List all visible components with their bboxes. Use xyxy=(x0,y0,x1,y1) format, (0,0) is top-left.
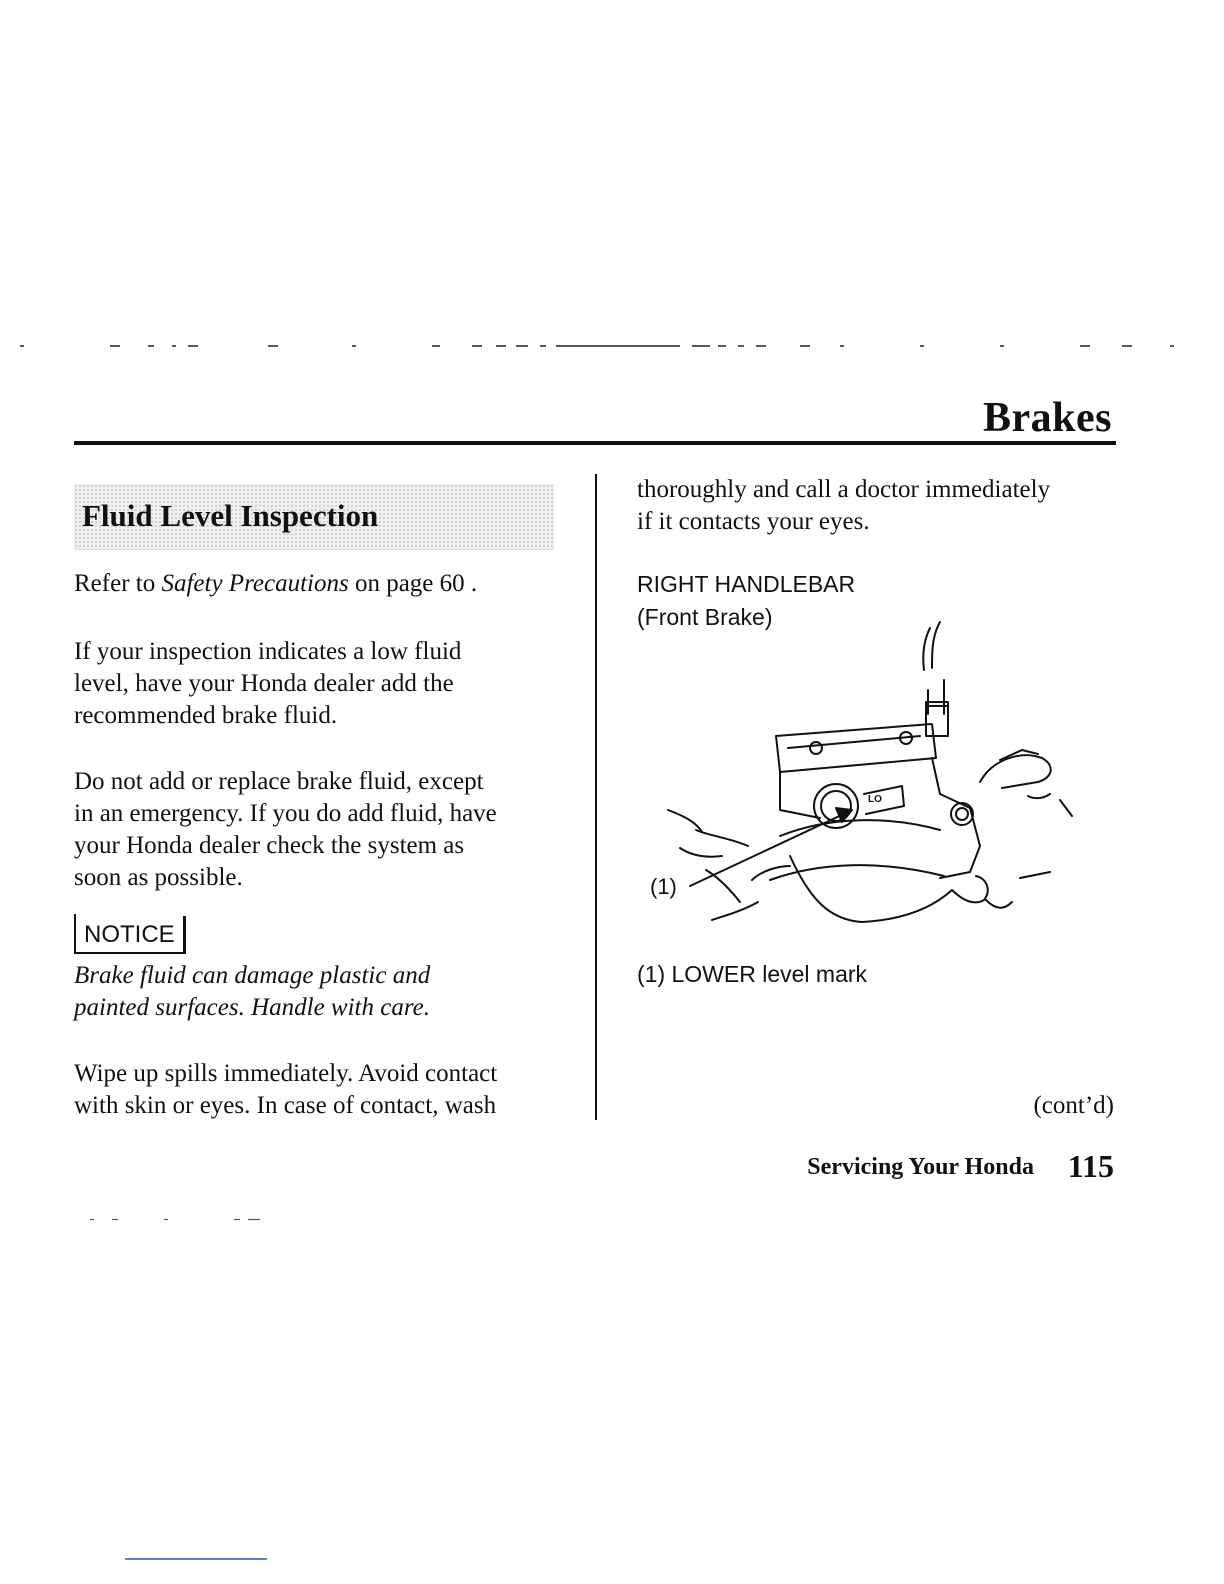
text-line: in an emergency. If you do add fluid, have xyxy=(74,800,497,827)
text-line: Wipe up spills immediately. Avoid contact xyxy=(74,1060,498,1087)
notice-label: NOTICE xyxy=(74,916,186,954)
header-rule xyxy=(74,441,1116,445)
bottom-edge-line xyxy=(125,1558,267,1560)
text-line: Do not add or replace brake fluid, except xyxy=(74,768,484,795)
subsection-heading: Fluid Level Inspection xyxy=(82,498,379,533)
handlebar-reservoir-illustration xyxy=(640,610,1100,940)
notice-text xyxy=(74,960,564,1024)
text-line: recommended brake fluid. xyxy=(74,702,338,729)
reservoir-mark: LO xyxy=(868,794,882,805)
notice-top-tick xyxy=(74,914,204,920)
text-line: If your inspection indicates a low fluid xyxy=(74,638,462,665)
safety-precautions-link[interactable]: Safety Precautions xyxy=(161,570,349,597)
refer-suffix: on page 60 . xyxy=(348,570,478,597)
column-divider xyxy=(595,474,597,1120)
continued-paragraph xyxy=(637,474,1117,538)
scan-artifact-dashes xyxy=(20,344,1200,348)
callout-number: (1) xyxy=(650,874,677,899)
text-line: if it contacts your eyes. xyxy=(637,508,870,535)
refer-prefix: Refer to xyxy=(74,570,162,597)
text-line: thoroughly and call a doctor immediately xyxy=(637,476,1051,503)
text-line: your Honda dealer check the system as xyxy=(74,832,465,859)
spills-paragraph xyxy=(74,1058,564,1122)
scan-artifact-bottom-dashes xyxy=(90,1218,270,1221)
callout-caption: (1) LOWER level mark xyxy=(637,961,868,987)
low-fluid-paragraph xyxy=(74,636,564,732)
text-line: soon as possible. xyxy=(74,864,243,891)
text-line: Brake fluid can damage plastic and xyxy=(74,962,431,989)
footer-chapter: Servicing Your Honda xyxy=(807,1154,1034,1180)
text-line: level, have your Honda dealer add the xyxy=(74,670,454,697)
figure-subtitle: (Front Brake) xyxy=(637,604,773,630)
text-line: painted surfaces. Handle with care. xyxy=(74,994,430,1021)
text-line: with skin or eyes. In case of contact, wash xyxy=(74,1092,497,1119)
refer-paragraph xyxy=(74,568,564,600)
figure-title: RIGHT HANDLEBAR xyxy=(637,571,856,597)
continued-marker: (cont’d) xyxy=(1033,1092,1114,1119)
emergency-paragraph xyxy=(74,766,564,894)
page-number: 115 xyxy=(1067,1148,1114,1184)
section-title: Brakes xyxy=(983,395,1112,441)
